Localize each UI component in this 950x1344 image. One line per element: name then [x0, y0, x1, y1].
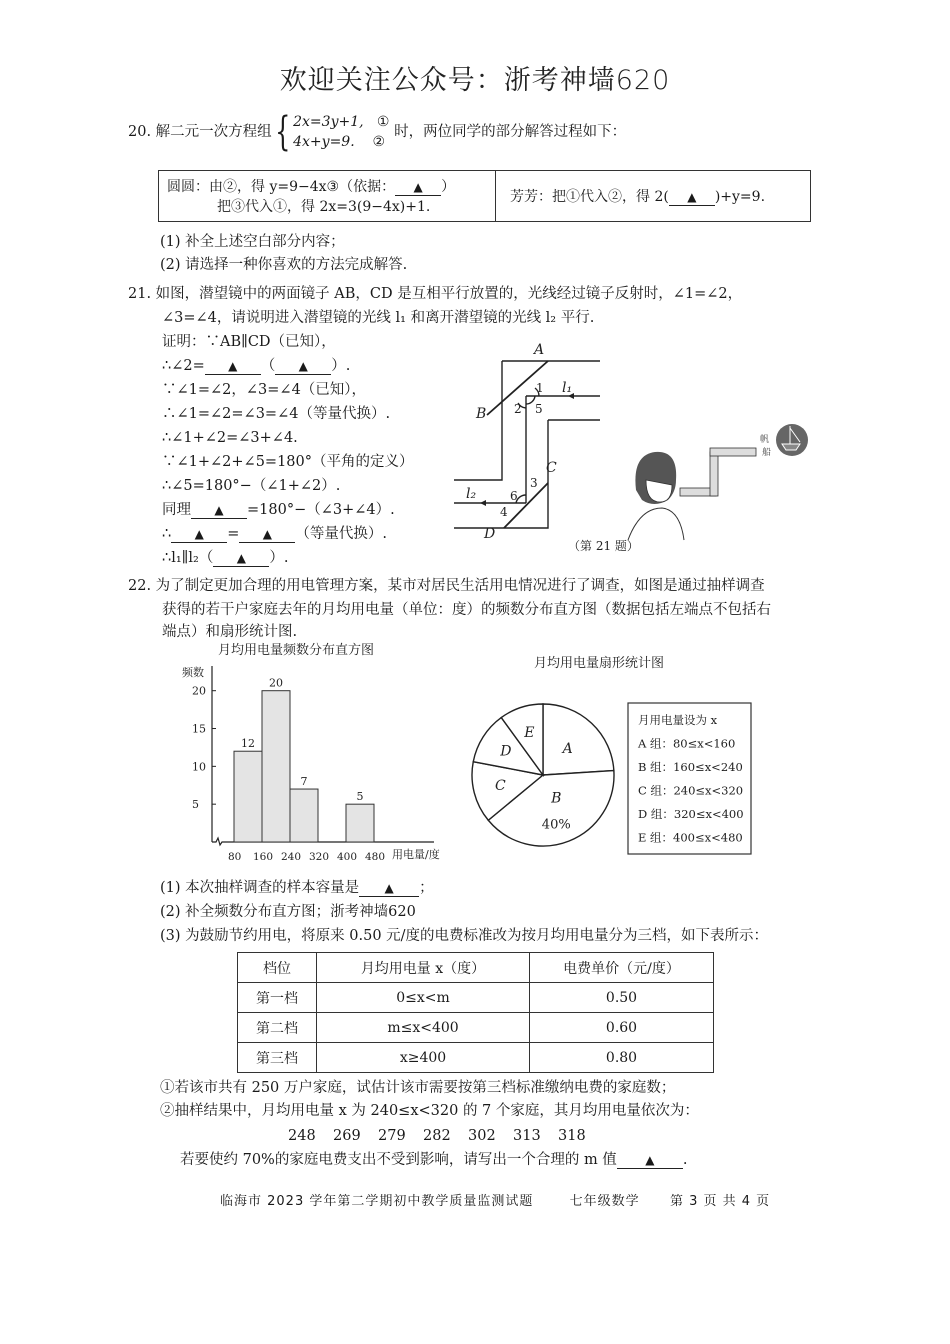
equation-2: 4x+y=9. — [293, 134, 355, 150]
answer-blank[interactable] — [191, 502, 247, 519]
x-tick-label: 160 — [253, 851, 274, 863]
question-number: 22. — [128, 578, 152, 594]
fangfang-cell — [496, 171, 811, 222]
y-tick-label: 15 — [192, 722, 206, 736]
x-tick-label: 320 — [309, 851, 330, 863]
q22-line3: 端点）和扇形统计图. — [162, 624, 298, 640]
histogram-title: 月均用电量频数分布直方图 — [218, 643, 375, 658]
q22-part3-end: . — [682, 1152, 688, 1168]
q21-text-1: 如图，潜望镜中的两面镜子 AB，CD 是互相平行放置的，光线经过镜子反射时，∠1=∠2， — [155, 286, 743, 302]
histogram-bar — [290, 789, 318, 842]
proof-text: ）. — [331, 358, 351, 374]
proof-text: =180°−（∠3+∠4）. — [247, 502, 395, 518]
eq2-mark: ② — [372, 134, 386, 150]
bar-data-label: 12 — [241, 737, 255, 751]
arrow-l2 — [480, 500, 486, 506]
proof-text: ∴ — [162, 526, 172, 542]
answer-blank[interactable] — [669, 189, 715, 206]
bar-data-label: 20 — [269, 676, 283, 690]
table-row — [238, 1043, 714, 1073]
periscope-tube-top — [710, 448, 756, 456]
table-cell: 第一档 — [238, 983, 317, 1013]
answer-blank[interactable] — [213, 550, 269, 567]
proof-text: （等量代换）. — [295, 526, 387, 542]
triangle-icon: ▲ — [384, 881, 394, 895]
angle-3: 3 — [530, 476, 538, 490]
fangfang-prefix: 芳芳：把①代入②，得 2( — [510, 189, 669, 205]
proof-text: ∴l₁∥l₂（ — [162, 550, 214, 566]
proof-line — [162, 546, 288, 570]
q22-line2: 获得的若干户家庭去年的月均用电量（单位：度）的频数分布直方图（数据包括左端点不包括右 — [162, 602, 771, 618]
pie-slice-label: D — [500, 743, 512, 760]
yuanyuan-line1: 圆圆：由②，得 y=9−4x③（依据： — [167, 179, 396, 195]
table-row — [238, 983, 714, 1013]
legend-item: E 组：400≤x<480 — [638, 830, 743, 845]
y-axis-label: 频数 — [182, 666, 204, 679]
pie-chart — [460, 650, 760, 865]
q22-line1 — [128, 574, 765, 598]
label-C: C — [546, 460, 557, 476]
answer-blank[interactable] — [275, 358, 331, 375]
pie-percent-label: 40% — [541, 817, 571, 833]
legend-item: D 组：320≤x<400 — [638, 807, 744, 821]
yuanyuan-line2: 把③代入①，得 2x=3(9−4x)+1. — [217, 199, 431, 215]
q22-values — [288, 1124, 603, 1148]
periscope-outline-inner — [454, 420, 600, 528]
proof-text: ∵∠1+∠2+∠5=180°（平角的定义） — [162, 454, 414, 470]
q20-stem-prefix: 解二元一次方程组 — [155, 124, 272, 140]
proof-line — [162, 474, 340, 498]
pie-slice-A — [543, 704, 614, 775]
legend-item: C 组：240≤x<320 — [638, 783, 744, 798]
q20-sub2: (2) 请选择一种你喜欢的方法完成解答. — [160, 257, 408, 273]
table-header: 电费单价（元/度） — [530, 953, 714, 983]
triangle-icon: ▲ — [228, 359, 238, 373]
angle-5: 5 — [535, 402, 543, 416]
table-header: 月均用电量 x（度） — [317, 953, 530, 983]
table-cell: 0.50 — [530, 983, 714, 1013]
legend-title: 月用电量设为 x — [638, 713, 718, 727]
table-header-row — [238, 953, 714, 983]
equation-1: 2x=3y+1, — [293, 114, 364, 130]
brace: { — [274, 109, 291, 155]
triangle-icon: ▲ — [298, 359, 308, 373]
answer-blank[interactable] — [239, 526, 295, 543]
q22-sub1-end: ； — [419, 880, 434, 896]
question-number: 20. — [128, 124, 152, 140]
figure-caption: （第 21 题） — [568, 539, 639, 553]
q22-sub1 — [160, 876, 434, 900]
footer-subject: 七年级数学 — [569, 1194, 640, 1209]
answer-blank[interactable] — [205, 358, 261, 375]
q21-line2: ∠3=∠4，请说明进入潜望镜的光线 l₁ 和离开潜望镜的光线 l₂ 平行. — [162, 310, 595, 326]
x-tick-label: 240 — [281, 851, 302, 863]
x-axis-label: 用电量/度 — [392, 848, 440, 861]
value-item: 302 — [468, 1128, 496, 1144]
legend-item: B 组：160≤x<240 — [638, 760, 743, 774]
histogram-bar — [346, 804, 374, 842]
answer-blank[interactable] — [617, 1152, 683, 1169]
proof-text: ∴∠2= — [162, 358, 205, 374]
answer-blank[interactable] — [171, 526, 227, 543]
histogram-bar — [234, 751, 262, 842]
table-cell: 第二档 — [238, 1013, 317, 1043]
x-tick-label: 480 — [365, 851, 386, 863]
triangle-icon: ▲ — [413, 180, 423, 194]
pie-slice-label: C — [495, 777, 506, 794]
pie-slice-label: A — [562, 740, 573, 757]
q20-solution-table — [158, 170, 811, 222]
value-item: 269 — [333, 1128, 361, 1144]
angle-6: 6 — [510, 489, 518, 503]
proof-text: ∴∠1+∠2=∠3+∠4. — [162, 430, 298, 446]
fangfang-suffix: )+y=9. — [714, 189, 766, 205]
table-cell: m≤x<400 — [317, 1013, 530, 1043]
angle-1: 1 — [536, 381, 544, 395]
proof-text: ∵∠1=∠2，∠3=∠4（已知）， — [162, 382, 367, 398]
proof-text: = — [227, 526, 240, 542]
periscope-figure — [440, 340, 830, 560]
proof-line — [162, 498, 395, 522]
proof-text: （ — [260, 358, 276, 374]
value-item: 248 — [288, 1128, 316, 1144]
q22-sub3: (3) 为鼓励节约用电，将原来 0.50 元/度的电费标准改为按月均用电量分为三档，如下表所示： — [160, 928, 769, 944]
value-item: 318 — [558, 1128, 586, 1144]
footer-page: 第 3 页 共 4 页 — [669, 1194, 771, 1209]
yuanyuan-close: ） — [441, 179, 456, 195]
triangle-icon: ▲ — [236, 551, 246, 565]
q22-part1: ①若该市共有 250 万户家庭，试估计该市需要按第三档标准缴纳电费的家庭数； — [160, 1080, 676, 1096]
x-tick-label: 80 — [228, 851, 242, 863]
pie-slice-label: B — [551, 790, 562, 807]
y-tick-label: 5 — [192, 798, 199, 812]
proof-text: ∴∠1=∠2=∠3=∠4（等量代换）. — [162, 406, 391, 422]
q22-sub2: (2) 补全频数分布直方图；浙考神墙620 — [160, 904, 416, 920]
proof-line — [162, 354, 350, 378]
proof-line — [162, 402, 390, 426]
histogram-chart — [170, 636, 460, 868]
proof-text: ∴∠5=180°−（∠1+∠2）. — [162, 478, 341, 494]
q22-part3 — [180, 1148, 687, 1172]
x-tick-label: 400 — [337, 851, 358, 863]
svg-text:帆: 帆 — [760, 435, 770, 445]
triangle-icon: ▲ — [687, 190, 697, 204]
q21-line1 — [128, 282, 742, 306]
label-l2: l₂ — [466, 486, 477, 502]
table-cell: 第三档 — [238, 1043, 317, 1073]
answer-blank[interactable] — [359, 880, 419, 897]
proof-text: 同理 — [162, 502, 191, 518]
histogram-bar — [262, 691, 290, 842]
value-item: 282 — [423, 1128, 451, 1144]
triangle-icon: ▲ — [214, 503, 224, 517]
periscope-tube-vertical — [710, 452, 718, 496]
q22-part3-text: 若要使约 70%的家庭电费支出不受到影响，请写出一个合理的 m 值 — [180, 1152, 617, 1168]
answer-blank[interactable] — [395, 179, 441, 196]
label-A: A — [534, 342, 545, 358]
table-cell: x≥400 — [317, 1043, 530, 1073]
y-tick-label: 20 — [192, 684, 206, 698]
footer-exam: 临海市 2023 学年第二学期初中教学质量监测试题 — [220, 1194, 534, 1209]
label-B: B — [476, 406, 487, 422]
angle-arc-5 — [526, 396, 535, 404]
value-item: 279 — [378, 1128, 406, 1144]
triangle-icon: ▲ — [645, 1153, 655, 1167]
electricity-rate-table — [237, 952, 714, 1073]
angle-2: 2 — [514, 402, 522, 416]
watermark-title: 欢迎关注公众号：浙考神墙620 — [279, 65, 671, 96]
question-number: 21. — [128, 286, 152, 302]
q22-part2: ②抽样结果中，月均用电量 x 为 240≤x<320 的 7 个家庭，其月均用电量依次为： — [160, 1103, 699, 1119]
q20-sub1: (1) 补全上述空白部分内容； — [160, 234, 345, 250]
label-l1: l₁ — [562, 380, 573, 396]
proof-line — [162, 450, 414, 474]
svg-text:船: 船 — [762, 448, 772, 458]
q20-stem-suffix: 时，两位同学的部分解答过程如下： — [394, 124, 627, 140]
equation-system — [293, 112, 389, 152]
bar-data-label: 5 — [356, 790, 364, 804]
table-header: 档位 — [238, 953, 317, 983]
triangle-icon: ▲ — [194, 527, 204, 541]
legend-item: A 组：80≤x<160 — [638, 736, 736, 751]
eq1-mark: ① — [376, 114, 390, 130]
proof-line — [162, 426, 298, 450]
angle-4: 4 — [500, 505, 508, 519]
proof-line — [162, 522, 387, 546]
proof-line — [162, 378, 366, 402]
table-cell: 0.80 — [530, 1043, 714, 1073]
value-item: 313 — [513, 1128, 541, 1144]
y-tick-label: 10 — [192, 760, 206, 774]
label-D: D — [484, 526, 496, 542]
boy-periscope-illustration — [628, 424, 808, 540]
triangle-icon: ▲ — [262, 527, 272, 541]
pie-slice-label: E — [524, 725, 535, 742]
proof-line — [162, 330, 336, 354]
proof-text: ）. — [269, 550, 289, 566]
table-cell: 0.60 — [530, 1013, 714, 1043]
ship-view-icon — [776, 424, 808, 456]
proof-text: 证明：∵AB∥CD（已知）， — [162, 334, 336, 350]
q22-text-1: 为了制定更加合理的用电管理方案，某市对居民生活用电情况进行了调查，如图是通过抽样调查 — [155, 578, 765, 594]
table-row — [238, 1013, 714, 1043]
bar-data-label: 7 — [300, 775, 308, 789]
table-cell: 0≤x<m — [317, 983, 530, 1013]
pie-title: 月均用电量扇形统计图 — [534, 656, 665, 671]
yuanyuan-cell — [159, 171, 496, 222]
q22-sub1-text: (1) 本次抽样调查的样本容量是 — [160, 880, 360, 896]
footer — [220, 1190, 770, 1209]
q20-stem — [128, 109, 627, 155]
